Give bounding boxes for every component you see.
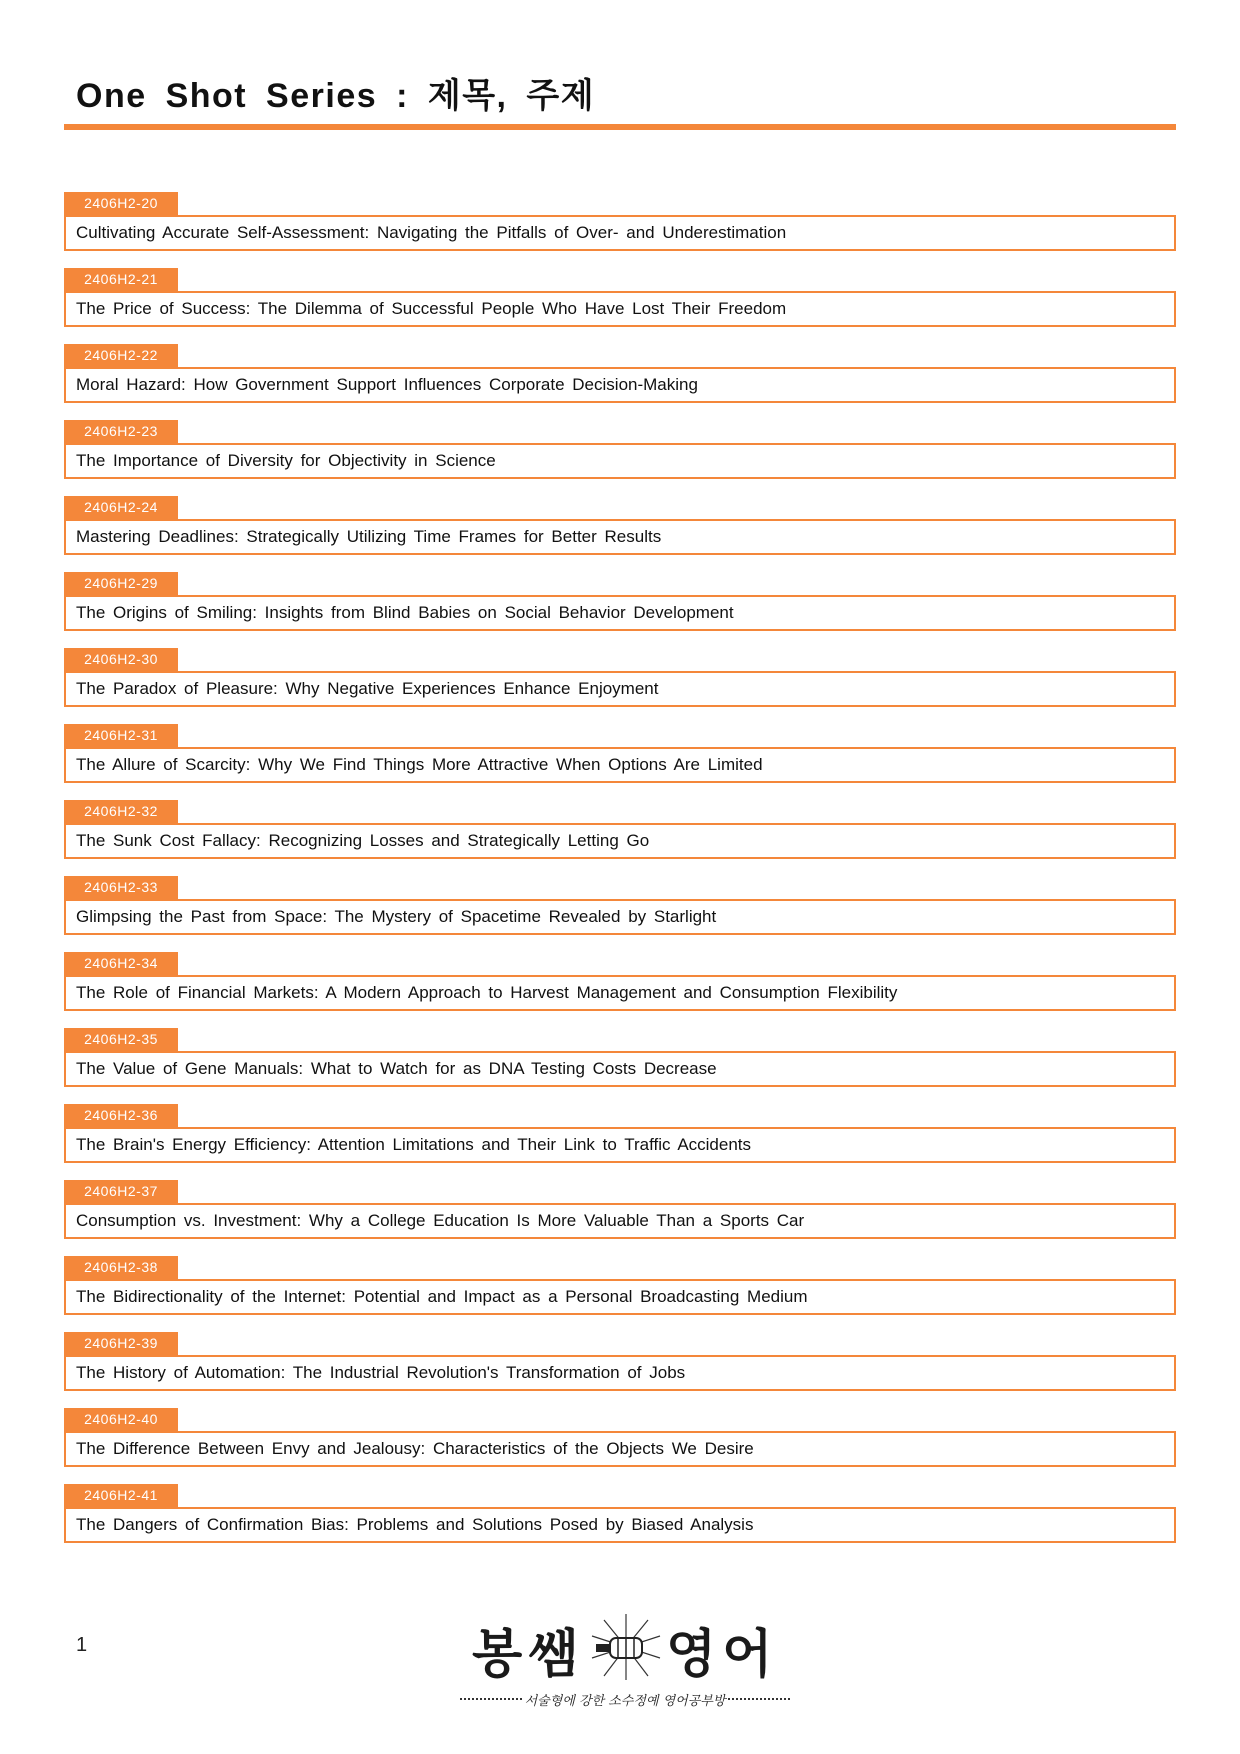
topic-title: The Price of Success: The Dilemma of Successful People Who Have Lost Their Freedom <box>64 291 1176 327</box>
topic-item <box>64 192 1176 268</box>
page-header <box>76 68 595 117</box>
topic-code-tab: 2406H2-24 <box>64 496 178 519</box>
topic-item <box>64 800 1176 876</box>
topic-item <box>64 1180 1176 1256</box>
topic-item <box>64 344 1176 420</box>
topic-code-tab: 2406H2-37 <box>64 1180 178 1203</box>
topic-item <box>64 1256 1176 1332</box>
topic-title: Cultivating Accurate Self-Assessment: Navigating the Pitfalls of Over- and Underestimation <box>64 215 1176 251</box>
topic-list <box>64 192 1176 1560</box>
topic-title: The Brain's Energy Efficiency: Attention Limitations and Their Link to Traffic Accidents <box>64 1127 1176 1163</box>
topic-title: Glimpsing the Past from Space: The Mystery of Spacetime Revealed by Starlight <box>64 899 1176 935</box>
topic-code-tab: 2406H2-36 <box>64 1104 178 1127</box>
topic-item <box>64 268 1176 344</box>
topic-item <box>64 496 1176 572</box>
topic-title: The Difference Between Envy and Jealousy: Characteristics of the Objects We Desire <box>64 1431 1176 1467</box>
page-title: One Shot Series : 제목, 주제 <box>76 77 596 115</box>
logo-text-left: 봉쌤 <box>472 1625 585 1685</box>
topic-code-tab: 2406H2-31 <box>64 724 178 747</box>
topic-title: Consumption vs. Investment: Why a College Education Is More Valuable Than a Sports Car <box>64 1203 1176 1239</box>
topic-title: Mastering Deadlines: Strategically Utilizing Time Frames for Better Results <box>64 519 1176 555</box>
topic-code-tab: 2406H2-33 <box>64 876 178 899</box>
topic-title: The Origins of Smiling: Insights from Blind Babies on Social Behavior Development <box>64 595 1176 631</box>
topic-code-tab: 2406H2-20 <box>64 192 178 215</box>
topic-item <box>64 1484 1176 1560</box>
topic-code-tab: 2406H2-32 <box>64 800 178 823</box>
topic-code-tab: 2406H2-21 <box>64 268 178 291</box>
topic-item <box>64 1408 1176 1484</box>
topic-title: Moral Hazard: How Government Support Influences Corporate Decision-Making <box>64 367 1176 403</box>
topic-title: The Bidirectionality of the Internet: Potential and Impact as a Personal Broadcasting Medium <box>64 1279 1176 1315</box>
topic-title: The Paradox of Pleasure: Why Negative Experiences Enhance Enjoyment <box>64 671 1176 707</box>
topic-title: The Importance of Diversity for Objectivity in Science <box>64 443 1176 479</box>
topic-item <box>64 572 1176 648</box>
topic-item <box>64 876 1176 952</box>
topic-title: The Dangers of Confirmation Bias: Problems and Solutions Posed by Biased Analysis <box>64 1507 1176 1543</box>
logo-tagline: 서술형에 강한 소수정예 영어공부방 <box>524 1694 726 1709</box>
topic-title: The Role of Financial Markets: A Modern Approach to Harvest Management and Consumption Flexibility <box>64 975 1176 1011</box>
fist-burst-icon <box>588 1612 664 1682</box>
topic-item <box>64 724 1176 800</box>
topic-title: The Value of Gene Manuals: What to Watch for as DNA Testing Costs Decrease <box>64 1051 1176 1087</box>
topic-code-tab: 2406H2-29 <box>64 572 178 595</box>
topic-code-tab: 2406H2-22 <box>64 344 178 367</box>
topic-title: The History of Automation: The Industrial Revolution's Transformation of Jobs <box>64 1355 1176 1391</box>
topic-code-tab: 2406H2-38 <box>64 1256 178 1279</box>
brand-logo <box>460 1612 790 1722</box>
topic-code-tab: 2406H2-23 <box>64 420 178 443</box>
topic-code-tab: 2406H2-41 <box>64 1484 178 1507</box>
topic-code-tab: 2406H2-35 <box>64 1028 178 1051</box>
topic-item <box>64 1104 1176 1180</box>
topic-item <box>64 1332 1176 1408</box>
topic-item <box>64 952 1176 1028</box>
topic-item <box>64 420 1176 496</box>
logo-text-right: 영어 <box>666 1625 779 1685</box>
topic-code-tab: 2406H2-40 <box>64 1408 178 1431</box>
topic-title: The Allure of Scarcity: Why We Find Things More Attractive When Options Are Limited <box>64 747 1176 783</box>
topic-title: The Sunk Cost Fallacy: Recognizing Losses and Strategically Letting Go <box>64 823 1176 859</box>
header-divider <box>64 124 1176 130</box>
page-number: 1 <box>76 1634 88 1656</box>
topic-code-tab: 2406H2-30 <box>64 648 178 671</box>
topic-code-tab: 2406H2-39 <box>64 1332 178 1355</box>
topic-item <box>64 1028 1176 1104</box>
topic-code-tab: 2406H2-34 <box>64 952 178 975</box>
logo-dotted-line-right <box>728 1698 790 1700</box>
topic-item <box>64 648 1176 724</box>
